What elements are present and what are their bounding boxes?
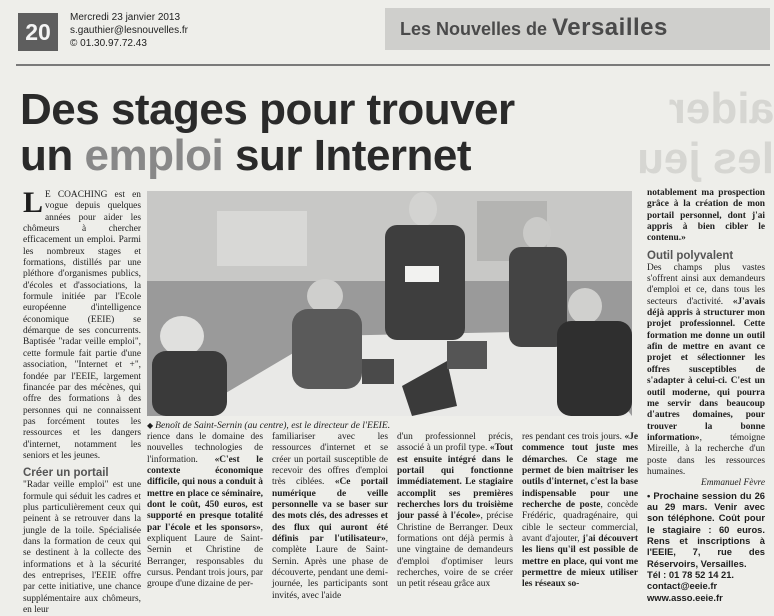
quote-col3: «Ce portail numérique de veille personnelle va se baser sur des mots clés, des adresses et des flux qui auront été définis par l'utilisateur» — [272, 477, 388, 545]
bleed-through-text: aider les jeu — [637, 84, 774, 183]
article-column-1 — [23, 186, 141, 616]
photo-caption: ◆ Benoît de Saint-Sernin (au centre), est le directeur de l'EEIE. — [147, 420, 391, 431]
quote-col2: «C'est le contexte économique difficile, qui nous a conduit à mettre en place ce séminaire, dont le coût, 450 euros, est supporté en presque totalité par l'école et les sponsors» — [147, 454, 264, 533]
article-intro: E COACHING est en vogue depuis quelques années pour aider les chômeurs à chercher efficacement un emploi. Parmi les nombreux stages et formations, distillés par une pléthore d'organismes publics, d'écoles et d'associations, la formule initiée par l'Ecole européenne d'intelligence économique (EEIE) se démarque de ses concurrents. Baptisée "radar veille emploi", cette formule fait partie d'une association, "Internet et +", fondée par l'EEIE, largement financée par des mécènes, qui offre des formations à des personnes qui ne connaissent pas forcément toutes les ressources et les dangers d'internet, notamment les seniors et les jeunes. — [23, 190, 141, 461]
subheading-outil: Outil polyvalent — [647, 249, 734, 262]
article-column-2: rience dans le domaine des nouvelles technologies de l'information. «C'est le contexte économique difficile, qui nous a conduit à mettre en place ce séminaire, dont le coût, 450 euros, est supporté en presque totalité par l'école et les sponsors», expliquent Laure de Saint-Sernin et Christine de Berranger, responsables du cursus. Pendant trois jours, par groupe d'une dizaine de per- — [147, 432, 264, 590]
article-text-col1: "Radar veille emploi" est une formule qui séduit les cadres et plus particulièrement ceux qui peinent à se retrouver dans la jungle de la toile. Spécialisée dans la formation de ceux qui se destinent à la collecte des informations et à la sécurité des entreprises, l'EEIE offre par cette initiative, une chance supplémentaire aux chômeurs, en leur — [23, 480, 141, 616]
quote-top-col6: notablement ma prospection grâce à la création de mon portail personnel, dont j'ai appris à bien cibler le contenu.» — [647, 188, 765, 244]
newspaper-city: Versailles — [552, 14, 668, 41]
issue-date: Mercredi 23 janvier 2013 — [70, 12, 181, 23]
author-signature: Emmanuel Fèvre — [701, 478, 765, 489]
reporter-email: s.gauthier@lesnouvelles.fr — [70, 25, 188, 36]
headline-line-2: un emploi sur Internet — [20, 131, 472, 180]
page-number: 20 — [18, 13, 58, 51]
quote-col6: «J'avais déjà appris à structurer mon projet professionnel. Cette formation me donne un outil afin de mettre en avant ce projet et sélectionner les offres susceptibles de s'adapter à celui-ci. C'est un outil moderne, qui pourra me servir dans beaucoup d'autres domaines, pour trouver la bonne information» — [647, 296, 765, 443]
newspaper-prefix: Les Nouvelles de — [400, 19, 548, 39]
quote-col5: «Je commence tout juste mes démarches. Ce stage me permet de bien maîtriser les outils d'internet, c'est la base indispensable pour une recherche de poste — [522, 432, 638, 511]
article-column-6: notablement ma prospection grâce à la création de mon portail personnel, dont j'ai appris à bien cibler le contenu.» Outil polyvalent Des champs plus vastes s'offrent ainsi aux demandeurs d'emploi et ce, dans tous les secteurs d'activité. «J'avais déjà appris à structurer mon projet professionnel. Cette formation me donne un outil afin de mettre en avant ce projet et sélectionner les offres susceptibles de s'adapter à celui-ci. C'est un outil moderne, qui pourra me servir dans beaucoup d'autres domaines, pour trouver la bonne information», témoigne Mireille, à la recherche d'un poste dans les ressources humaines. Emmanuel Fèvre • Prochaine session du 26 au 29 mars. Venir avec son téléphone. Coût pour le stagiaire : 60 euros. Rens et inscriptions à l'EEIE, 7, rue des Réservoirs, Versailles. Tél : 01 78 52 14 21. contact@eeie.fr www.asso.eeie.fr — [647, 188, 765, 603]
reporter-phone: © 01.30.97.72.43 — [70, 38, 147, 49]
drop-cap: L — [23, 186, 44, 219]
photo-illustration — [147, 191, 632, 416]
headline-emphasis: emploi — [84, 131, 224, 180]
header-rule — [16, 64, 770, 66]
article-column-5: res pendant ces trois jours. «Je commence tout juste mes démarches. Ce stage me permet de bien maîtriser les outils d'internet, c'est la base indispensable pour une recherche de poste, concède Frédéric, quadragénaire, qui cible le secteur commercial, avant d'ajouter, j'ai découvert les liens qu'il est possible de mettre en place, qui vont me permettre de mieux utiliser les réseaux so- — [522, 432, 638, 590]
caption-bullet-icon: ◆ — [147, 421, 156, 430]
article-photo — [147, 191, 632, 416]
quote-col4: «Tout est ensuite intégré dans le portail qui fonctionne immédiatement. Le stagiaire accomplit ses premières recherches lors du troisième jour passé à l'école» — [397, 443, 513, 522]
info-website: www.asso.eeie.fr — [647, 591, 723, 603]
article-column-4: d'un professionnel précis, associé à un profil type. «Tout est ensuite intégré dans le portail qui fonctionne immédiatement. Le stagiaire accomplit ses premières recherches lors du troisième jour passé à l'école», précise Christine de Berranger. Deux formations ont déjà permis à une vingtaine de demandeurs d'emploi d'optimiser leurs recherches, voire de se créer un petit réseau grâce aux — [397, 432, 513, 590]
subheading-portail: Créer un portail — [23, 467, 109, 480]
headline-line-1: Des stages pour trouver — [20, 85, 515, 134]
practical-info: • Prochaine session du 26 au 29 mars. Venir avec son téléphone. Coût pour le stagiaire : 60 euros. Rens et inscriptions à l'EEIE, 7, rue des Réservoirs, Versailles. Tél : 01 78 52 14 21. contact@eeie.fr www.asso.eeie.fr — [647, 489, 765, 603]
info-email: contact@eeie.fr — [647, 580, 718, 592]
newspaper-name — [400, 14, 668, 42]
article-column-3: familiariser avec les ressources d'internet et se créer un portail susceptible de recevoir des offres d'emploi très ciblées. «Ce portail numérique de veille personnelle va se baser sur des mots clés, des adresses et des flux qui auront été définis par l'utilisateur», complète Laure de Saint-Sernin. Après une phase de découverte, pendant une demi-journée, les participants sont invités, avec l'aide — [272, 432, 388, 601]
info-phone: Tél : 01 78 52 14 21. — [647, 569, 735, 580]
